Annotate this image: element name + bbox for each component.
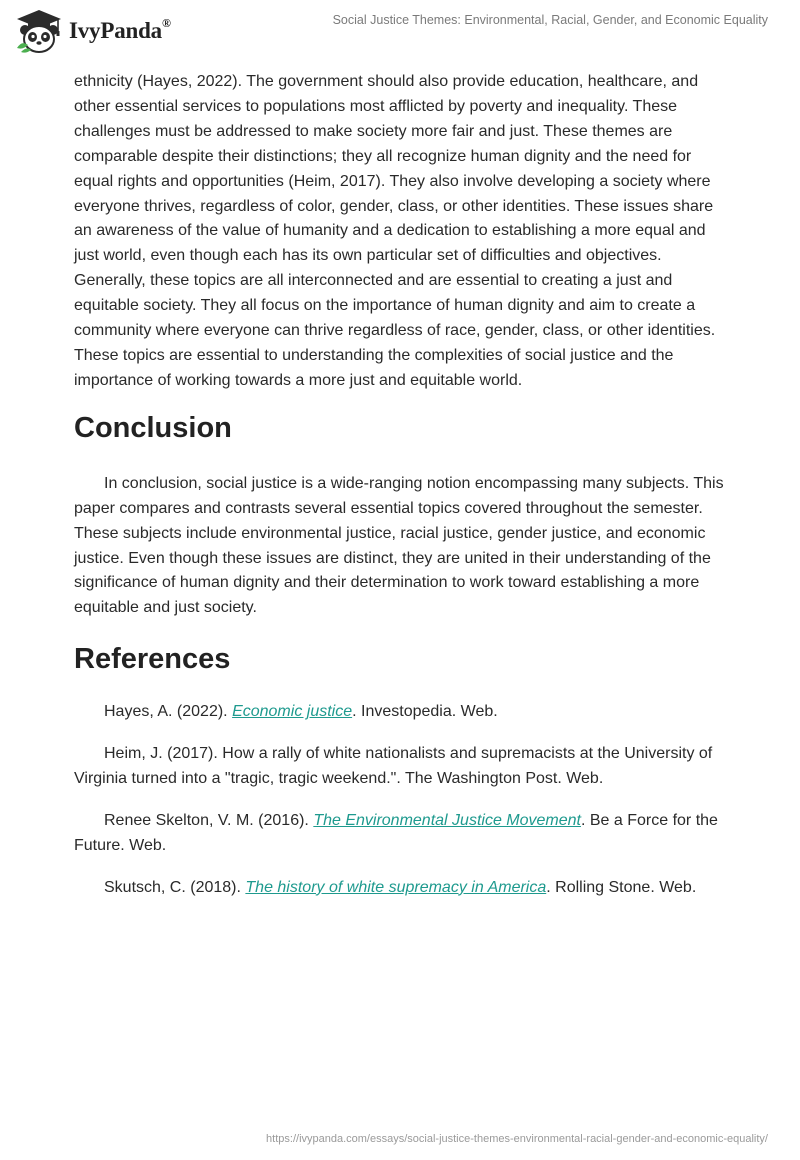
panda-graduate-icon (15, 8, 63, 54)
body-paragraph: ethnicity (Hayes, 2022). The government should also provide education, healthcare, and other essential services to populations most afflicted by poverty and inequality. These challenges must be addressed to make society more fair and just. These themes are comparable despite their distinctions; they all recognize human dignity and the need for equal rights and opportunities (Heim, 2017). They also involve developing a society where everyone thrives, regardless of color, gender, class, or other identities. These issues share an awareness of the value of humanity and a dedication to establishing a more equal and just world, even though each has its own particular set of difficulties and objectives. Generally, these topics are all interconnected and are essential to creating a just and equitable society. They all focus on the importance of human dignity and aim to create a community where everyone can thrive regardless of race, gender, class, or other identities. These topics are essential to understanding the complexities of social justice and the importance of working towards a more just and equitable world. (74, 73, 716, 389)
conclusion-heading: Conclusion (74, 411, 232, 444)
ivypanda-logo[interactable] (15, 8, 171, 54)
source-url[interactable]: https://ivypanda.com/essays/social-justice-themes-environmental-racial-gender-and-economic-equality/ (266, 1133, 768, 1145)
reference-item: Heim, J. (2017). How a rally of white nationalists and supremacists at the University of Virginia turned into a "tragic, tragic weekend.". The Washington Post. Web. (74, 745, 713, 788)
brand-name: IvyPanda® (69, 16, 171, 43)
references-heading: References (74, 643, 231, 676)
reference-link[interactable]: Economic justice (232, 703, 353, 721)
document-title: Social Justice Themes: Environmental, Racial, Gender, and Economic Equality (332, 13, 768, 27)
conclusion-paragraph: In conclusion, social justice is a wide-ranging notion encompassing many subjects. This paper compares and contrasts several essential topics covered throughout the semester. These subjects include environmental justice, racial justice, gender justice, and economic justice. Even though these issues are distinct, they are united in their understanding of the significance of human dignity and their determination to work toward establishing a more equitable and just society. (74, 474, 724, 617)
reference-item: Hayes, A. (2022). Economic justice. Investopedia. Web. (104, 703, 498, 721)
reference-item: Renee Skelton, V. M. (2016). The Environmental Justice Movement. Be a Force for the Future. Web. (74, 811, 718, 854)
essay-content (74, 70, 728, 918)
reference-link[interactable]: The Environmental Justice Movement (313, 811, 581, 829)
page-header (0, 0, 800, 60)
reference-link[interactable]: The history of white supremacy in America (245, 878, 547, 896)
reference-item: Skutsch, C. (2018). The history of white supremacy in America. Rolling Stone. Web. (104, 878, 697, 896)
